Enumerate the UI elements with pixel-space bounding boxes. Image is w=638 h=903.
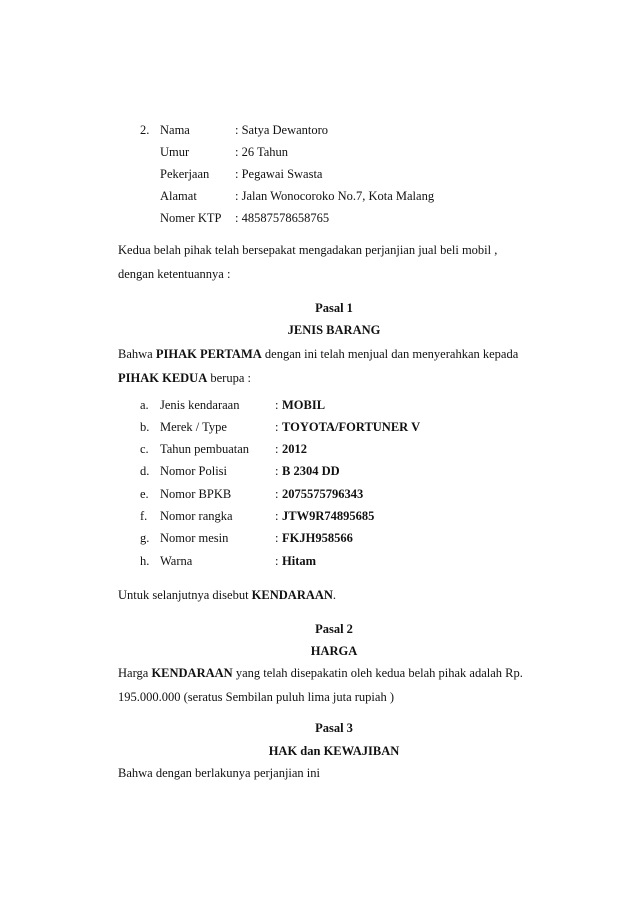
field-label-pekerjaan: Pekerjaan	[160, 167, 210, 181]
pasal1-paragraph-line-2	[118, 370, 251, 386]
item-label: Jenis kendaraan	[160, 398, 240, 412]
item-letter: d.	[140, 464, 150, 478]
field-label-umur: Umur	[160, 145, 190, 159]
item-colon: :	[275, 464, 279, 478]
kendaraan-term: KENDARAAN	[151, 666, 233, 680]
party2-number: 2.	[140, 123, 150, 137]
field-value-ktp: : 48587578658765	[235, 211, 330, 225]
item-letter: g.	[140, 531, 150, 545]
pasal3-line-1: Bahwa dengan berlakunya perjanjian ini	[118, 766, 321, 780]
pasal2-text: Harga	[118, 666, 152, 680]
item-colon: :	[275, 420, 279, 434]
field-value-nama: : Satya Dewantoro	[235, 123, 329, 137]
item-label: Nomor rangka	[160, 509, 233, 523]
closing-text: Untuk selanjutnya disebut	[118, 588, 252, 602]
item-label: Nomor BPKB	[160, 487, 232, 501]
field-label-ktp: Nomer KTP	[160, 211, 222, 225]
pihak-pertama-term: PIHAK PERTAMA	[155, 347, 262, 361]
item-value: FKJH958566	[282, 531, 353, 545]
item-label: Tahun pembuatan	[160, 442, 250, 456]
item-value: B 2304 DD	[282, 464, 340, 478]
field-label-alamat: Alamat	[160, 189, 197, 203]
item-letter: h.	[140, 554, 150, 568]
item-label: Warna	[160, 554, 193, 568]
pasal2-line-1	[118, 665, 523, 681]
item-colon: :	[275, 487, 279, 501]
item-value: Hitam	[282, 554, 317, 568]
closing-period: .	[332, 588, 337, 602]
item-letter: f.	[140, 509, 148, 523]
pasal2-heading: HARGA	[310, 644, 358, 658]
item-label: Merek / Type	[160, 420, 227, 434]
item-letter: a.	[140, 398, 149, 412]
item-value: JTW9R74895685	[282, 509, 375, 523]
field-value-umur: : 26 Tahun	[235, 145, 289, 159]
item-label: Nomor mesin	[160, 531, 229, 545]
field-value-alamat: : Jalan Wonocoroko No.7, Kota Malang	[235, 189, 435, 203]
pasal1-heading: JENIS BARANG	[287, 323, 381, 337]
pasal3-title: Pasal 3	[315, 721, 353, 735]
intro-line-1: Kedua belah pihak telah bersepakat mengadakan perjanjian jual beli mobil ,	[118, 243, 498, 257]
field-value-pekerjaan: : Pegawai Swasta	[235, 167, 323, 181]
pasal2-text: yang telah disepakatin oleh kedua belah pihak adalah Rp.	[232, 666, 523, 680]
pasal2-line-2: 195.000.000 (seratus Sembilan puluh lima juta rupiah )	[118, 690, 394, 704]
item-letter: c.	[140, 442, 149, 456]
item-colon: :	[275, 509, 279, 523]
field-label-nama: Nama	[160, 123, 190, 137]
pasal1-closing	[118, 587, 336, 603]
pasal3-heading: HAK dan KEWAJIBAN	[268, 744, 400, 758]
item-value: TOYOTA/FORTUNER V	[282, 420, 421, 434]
item-letter: b.	[140, 420, 150, 434]
item-colon: :	[275, 442, 279, 456]
pasal1-title: Pasal 1	[315, 301, 353, 315]
pasal1-paragraph-line-1	[118, 346, 518, 362]
pasal2-title: Pasal 2	[315, 622, 353, 636]
pasal1-text: berupa :	[207, 371, 251, 385]
intro-line-2: dengan ketentuannya :	[118, 267, 231, 281]
item-value: MOBIL	[282, 398, 326, 412]
item-value: 2012	[282, 442, 307, 456]
item-label: Nomor Polisi	[160, 464, 228, 478]
pasal1-text: Bahwa	[118, 347, 156, 361]
item-value: 2075575796343	[282, 487, 364, 501]
kendaraan-term: KENDARAAN	[251, 588, 333, 602]
item-letter: e.	[140, 487, 149, 501]
pasal1-text: dengan ini telah menjual dan menyerahkan kepada	[261, 347, 519, 361]
pihak-kedua-term: PIHAK KEDUA	[118, 371, 208, 385]
item-colon: :	[275, 554, 279, 568]
item-colon: :	[275, 531, 279, 545]
item-colon: :	[275, 398, 279, 412]
